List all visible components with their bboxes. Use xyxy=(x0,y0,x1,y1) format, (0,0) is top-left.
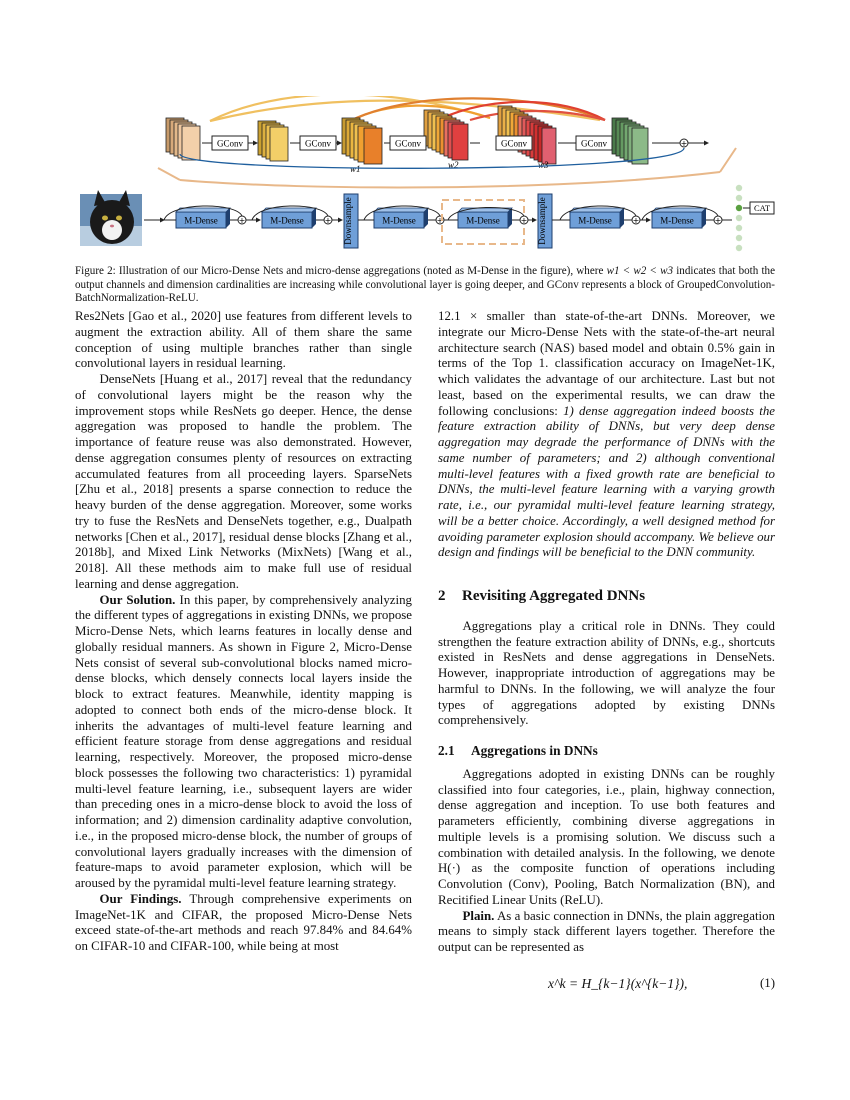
paragraph-aggregations-role: Aggregations play a critical role in DNNs. They could strengthen the feature extraction ability of DNNs, e.g., shortcuts existed in ResNets and dense aggregations in DenseNets. However, inappropriate introduction of aggregations may be harmful to DNNs. In the following, we will analyze the four types of aggregations adopted by existing DNNs comprehensively. xyxy=(438,618,775,728)
svg-text:M-Dense: M-Dense xyxy=(270,215,304,226)
svg-text:+: + xyxy=(714,216,722,225)
svg-text:M-Dense: M-Dense xyxy=(382,215,416,226)
run-in-heading-our-findings: Our Findings. xyxy=(99,891,182,906)
svg-text:Downsample: Downsample xyxy=(537,197,547,245)
classifier-output-nodes xyxy=(736,185,742,251)
svg-text:+: + xyxy=(632,216,640,225)
svg-text:M-Dense: M-Dense xyxy=(184,215,218,226)
svg-text:+: + xyxy=(520,216,528,225)
svg-text:w2: w2 xyxy=(448,160,459,170)
left-column xyxy=(75,309,412,955)
svg-text:CAT: CAT xyxy=(753,203,771,213)
subsection-heading-2-1 xyxy=(438,743,775,759)
svg-text:+: + xyxy=(238,216,246,225)
mdense-block-5 xyxy=(570,208,624,228)
svg-text:w1: w1 xyxy=(350,164,361,174)
figure-2-diagram xyxy=(60,96,790,264)
svg-text:GConv: GConv xyxy=(500,138,528,149)
paragraph-res2nets: Res2Nets [Gao et al., 2020] use features from different levels to augment the extraction ability. All of them share the same conception of using multiple branches rather than single convolutional layers in residual learning. xyxy=(75,309,412,371)
downsample-block-1 xyxy=(343,194,358,248)
our-solution-text: In this paper, by comprehensively analyzing the different types of aggregations in existing DNNs, we propose Micro-Dense Nets, which learns features in locally dense and globally residual manners. As shown in Figure 2, Micro-Dense Nets consist of several sub-convolutional blocks named micro-dense blocks, which densely connects local layers inside the block to extract features. Meanwhile, identity mapping is adopted to connect both ends of the micro-dense block. It inherits the advantages of multi-level feature learning and efficient feature storage from dense aggregations and residual learning, respectively. Moreover, the proposed micro-dense block possesses the following two characteristics: 1) pyramidal multi-level feature learning, i.e., subsequent layers are wider than preceding ones in a micro-dense block to avoid the loss of information; and 2) dimension cardinality adaptive convolution, i.e., in the proposed micro-dense block, the number of groups of convolutional layers gradually increases with the dimension of feature-maps to avoid parameter explosion, which will be aroused by the pyramidal multi-level feature learning strategy. xyxy=(75,592,412,890)
section-number: 2 xyxy=(438,588,446,604)
mdense-block-4-highlighted xyxy=(442,200,524,244)
right-column xyxy=(438,309,775,1002)
findings-text: 12.1 × smaller than state-of-the-art DNNs. Moreover, we integrate our Micro-Dense Nets with the state-of-the-art neural architecture search (NAS) based model and obtain 0.5% gain in terms of the Top 1. classification accuracy on ImageNet-1K, which validates the advantage of our architecture. Last but not least, based on the experimental results, we can draw the following conclusions: xyxy=(438,309,775,418)
figure-caption xyxy=(75,265,775,306)
gconv-block-3 xyxy=(384,136,426,150)
subsection-number: 2.1 xyxy=(438,743,455,758)
findings-conclusions: 1) dense aggregation indeed boosts the feature extraction ability of DNNs, but very deep dense aggregation may degrade the performance of DNNs with the same number of parameters; and 2) although conventional multi-level features with a fixed growth rate are beneficial to DNNs, the multi-level feature learning with a varying growth rate, i.e., our pyramidal multi-level feature learning strategy, will be a better choice. Accordingly, a well designed method for avoiding parameter explosion should accompany. We believe our design and findings will be beneficial to the DNN community. xyxy=(438,403,775,560)
svg-text:GConv: GConv xyxy=(304,138,332,149)
svg-text:Downsample: Downsample xyxy=(343,197,353,245)
svg-text:M-Dense: M-Dense xyxy=(466,215,500,226)
section-title: Revisiting Aggregated DNNs xyxy=(462,588,646,604)
subsection-title: Aggregations in DNNs xyxy=(471,743,598,758)
svg-text:+: + xyxy=(436,216,444,225)
paragraph-our-findings xyxy=(75,892,412,955)
svg-text:GConv: GConv xyxy=(216,138,244,149)
downsample-block-2 xyxy=(537,194,552,248)
paragraph-densenets: DenseNets [Huang et al., 2017] reveal that the redundancy of convolutional layers might be the reason why the improvement stops while ResNets go deeper. Hence, the dense aggregation was proposed to handle the problem. The importance of feature reuse was also demonstrated. However, dense aggregation consumes plenty of resources on extracting accumulated features from all proceeding layers. SparseNets [Zhu et al., 2018] presents a sparse connection to reduce the heavy burden of the dense aggregation. Moreover, some works try to fuse the ResNets and DenseNets together, e.g., Dualpath networks [Chen et al., 2017], residual dense blocks [Zhang et al., 2018b], and Mixed Link Networks (MixNets) [Wang et al., 2018]. All these methods aim to make full use of residual learning and dense aggregation. xyxy=(75,372,412,591)
svg-text:+: + xyxy=(324,216,332,225)
svg-text:w3: w3 xyxy=(538,160,549,170)
feature-stack-deep-red xyxy=(498,106,556,164)
class-label-box xyxy=(750,202,774,214)
svg-text:M-Dense: M-Dense xyxy=(660,215,694,226)
svg-text:GConv: GConv xyxy=(394,138,422,149)
run-in-heading-our-solution: Our Solution. xyxy=(99,592,176,607)
our-findings-text: Through comprehensive experiments on ImageNet-1K and CIFAR, the proposed Micro-Dense Nets exceed state-of-the-art methods and reach 97.84% and 84.64% on CIFAR-10 and CIFAR-100, while being at most xyxy=(75,891,412,953)
caption-rest: indicates that both the output channels and dimension cardinalities are increasing while convolutional layer is going deeper, and GConv represents a block of GroupedConvolution-BatchNormalization-ReLU. xyxy=(75,265,776,305)
cat-image xyxy=(80,190,142,246)
gconv-block-2 xyxy=(290,136,341,150)
plain-text: As a basic connection in DNNs, the plain aggregation means to simply stack different layers together. Therefore the output can be represented as xyxy=(438,908,775,954)
paragraph-our-solution xyxy=(75,593,412,892)
svg-text:+: + xyxy=(680,139,688,148)
mdense-block-6 xyxy=(652,208,706,228)
mdense-block-1 xyxy=(176,208,230,228)
dense-connection-arcs xyxy=(210,96,605,121)
gconv-block-4 xyxy=(470,136,532,150)
section-heading-2 xyxy=(438,589,775,605)
run-in-heading-plain: Plain. xyxy=(462,908,495,923)
equation-body: x^k = H_{k−1}(x^{k−1}), xyxy=(548,975,688,991)
feature-stack-green xyxy=(612,118,648,164)
feature-stack-orange xyxy=(342,118,382,164)
paragraph-aggregation-categories: Aggregations adopted in existing DNNs can be roughly classified into four categories, i.e., plain, highway connection, dense aggregation and inception. To use both features and parameters efficiently, combining diverse aggregations in multiple levels is a promising solution. We discuss such a combination with detailed analysis. In the following, we denote H(·) as the composite function of operations including Convolution (Conv), Pooling, Batch Normalization (BN), and Recitified Linear Units (ReLU). xyxy=(438,766,775,907)
mdense-block-2 xyxy=(262,208,316,228)
paragraph-findings-continued xyxy=(438,309,775,561)
bottom-pipeline xyxy=(144,185,774,251)
caption-lead: Figure 2: Illustration of our Micro-Dense Nets and micro-dense aggregations (noted as M-Dense in the figure), where xyxy=(75,265,607,277)
mdense-block-3 xyxy=(374,208,428,228)
equation-1 xyxy=(438,968,775,1002)
gconv-block-5 xyxy=(558,136,612,150)
equation-number: (1) xyxy=(759,975,775,990)
feature-stack-tan xyxy=(166,118,200,160)
caption-math: w1 < w2 < w3 xyxy=(606,265,674,277)
feature-stack-red xyxy=(424,110,468,160)
paragraph-plain xyxy=(438,909,775,956)
svg-text:GConv: GConv xyxy=(580,138,608,149)
architecture-diagram xyxy=(60,96,790,264)
gconv-block-1 xyxy=(202,136,257,150)
svg-text:M-Dense: M-Dense xyxy=(578,215,612,226)
feature-stack-gold xyxy=(258,121,288,161)
